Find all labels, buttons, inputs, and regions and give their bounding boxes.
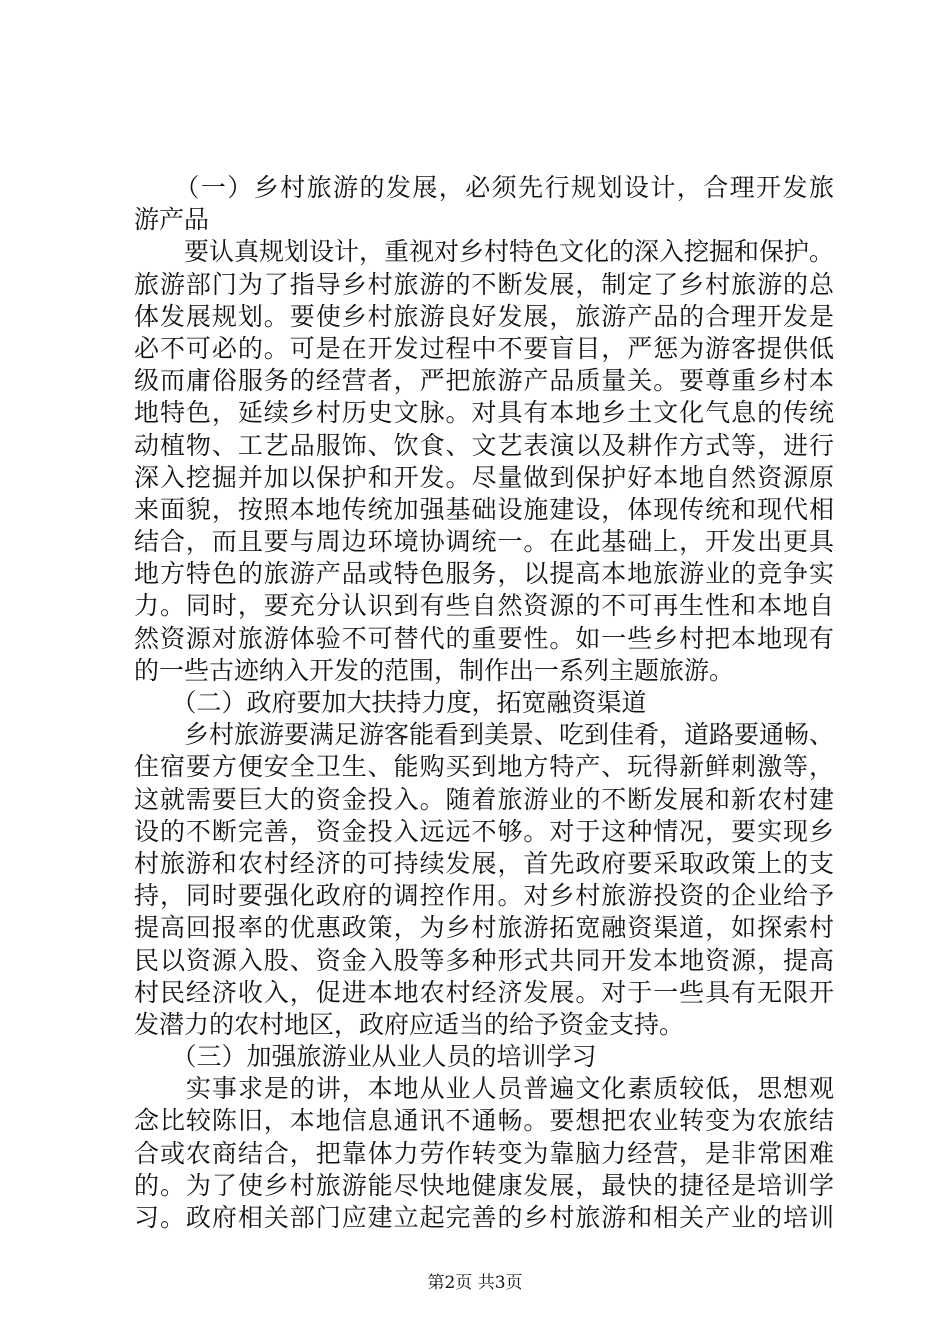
text-line: 合或农商结合，把靠体力劳作转变为靠脑力经营，是非常困难 — [134, 1138, 834, 1168]
text-line: 来面貌，按照本地传统加强基础设施建设，体现传统和现代相 — [134, 494, 834, 524]
text-line: 的一些古迹纳入开发的范围，制作出一系列主题旅游。 — [134, 655, 735, 685]
text-line: 实事求是的讲，本地从业人员普遍文化素质较低，思想观 — [134, 1074, 834, 1104]
text-line: 必不可必的。可是在开发过程中不要盲目，严惩为游客提供低 — [134, 333, 834, 363]
text-line: 深入挖掘并加以保护和开发。尽量做到保护好本地自然资源原 — [134, 462, 834, 492]
text-line: 的。为了使乡村旅游能尽快地健康发展，最快的捷径是培训学 — [134, 1170, 834, 1200]
text-line: 村旅游和农村经济的可持续发展，首先政府要采取政策上的支 — [134, 848, 834, 878]
text-line: 这就需要巨大的资金投入。随着旅游业的不断发展和新农村建 — [134, 784, 834, 814]
text-line: （三）加强旅游业从业人员的培训学习 — [134, 1042, 597, 1072]
page-footer: 第2页 共3页 — [427, 1273, 523, 1293]
text-line: 村民经济收入，促进本地农村经济发展。对于一些具有无限开 — [134, 977, 834, 1007]
text-line: 发潜力的农村地区，政府应适当的给予资金支持。 — [134, 1009, 685, 1039]
text-line: 提高回报率的优惠政策，为乡村旅游拓宽融资渠道，如探索村 — [134, 913, 834, 943]
text-line: 动植物、工艺品服饰、饮食、文艺表演以及耕作方式等，进行 — [134, 430, 834, 460]
document-body — [134, 172, 834, 1234]
text-line: 然资源对旅游体验不可替代的重要性。如一些乡村把本地现有 — [134, 623, 834, 653]
text-line: 地方特色的旅游产品或特色服务，以提高本地旅游业的竞争实 — [134, 559, 834, 589]
text-line: 念比较陈旧，本地信息通讯不通畅。要想把农业转变为农旅结 — [134, 1106, 834, 1136]
text-line: 旅游部门为了指导乡村旅游的不断发展，制定了乡村旅游的总 — [134, 269, 834, 299]
text-line: （一）乡村旅游的发展，必须先行规划设计，合理开发旅 — [134, 173, 834, 202]
text-line: 游产品 — [134, 205, 210, 235]
text-line: 民以资源入股、资金入股等多种形式共同开发本地资源，提高 — [134, 945, 834, 975]
text-line: 习。政府相关部门应建立起完善的乡村旅游和相关产业的培训 — [134, 1203, 834, 1232]
text-line: 级而庸俗服务的经营者，严把旅游产品质量关。要尊重乡村本 — [134, 366, 834, 396]
text-line: 地特色，延续乡村历史文脉。对具有本地乡土文化气息的传统 — [134, 398, 834, 428]
text-line: 力。同时，要充分认识到有些自然资源的不可再生性和本地自 — [134, 591, 834, 621]
text-line: 持，同时要强化政府的调控作用。对乡村旅游投资的企业给予 — [134, 881, 834, 911]
text-line: 住宿要方便安全卫生、能购买到地方特产、玩得新鲜刺激等， — [134, 752, 834, 782]
text-line: 体发展规划。要使乡村旅游良好发展，旅游产品的合理开发是 — [134, 301, 834, 331]
text-line: 要认真规划设计，重视对乡村特色文化的深入挖掘和保护。 — [134, 237, 835, 267]
text-line: （二）政府要加大扶持力度，拓宽融资渠道 — [134, 688, 647, 717]
text-line: 结合，而且要与周边环境协调统一。在此基础上，开发出更具 — [134, 527, 834, 557]
text-line: 乡村旅游要满足游客能看到美景、吃到佳肴，道路要通畅、 — [134, 720, 835, 750]
text-line: 设的不断完善，资金投入远远不够。对于这种情况，要实现乡 — [134, 816, 834, 846]
